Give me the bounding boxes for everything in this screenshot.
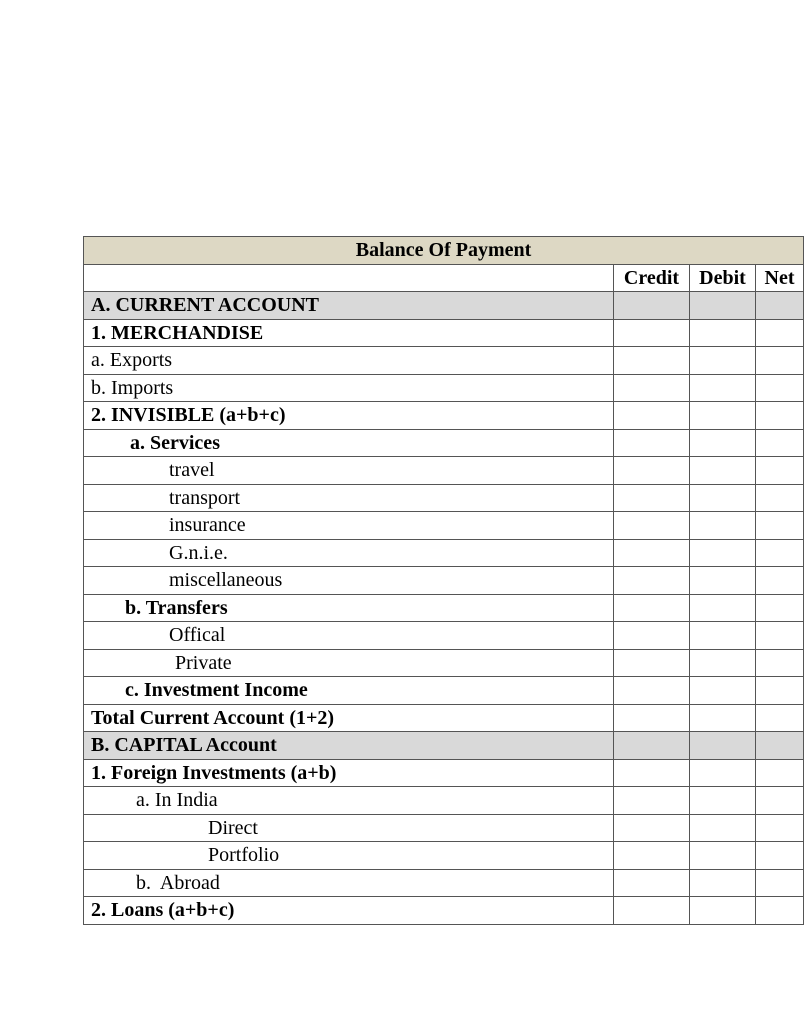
table-row — [84, 869, 804, 897]
row-label[interactable]: b. Abroad — [84, 869, 614, 897]
debit-cell[interactable] — [690, 787, 756, 815]
row-label[interactable]: Private — [84, 649, 614, 677]
net-cell[interactable] — [756, 402, 804, 430]
table-row — [84, 429, 804, 457]
credit-cell[interactable] — [614, 319, 690, 347]
net-cell[interactable] — [756, 539, 804, 567]
debit-cell[interactable] — [690, 292, 756, 320]
credit-cell[interactable] — [614, 539, 690, 567]
table-row — [84, 319, 804, 347]
row-label[interactable]: insurance — [84, 512, 614, 540]
debit-cell[interactable] — [690, 512, 756, 540]
row-label[interactable]: 2. Loans (a+b+c) — [84, 897, 614, 925]
net-cell[interactable] — [756, 429, 804, 457]
debit-cell[interactable] — [690, 429, 756, 457]
table-row — [84, 512, 804, 540]
table-row — [84, 567, 804, 595]
net-header[interactable]: Net — [756, 264, 804, 292]
credit-cell[interactable] — [614, 567, 690, 595]
row-label[interactable]: Direct — [84, 814, 614, 842]
row-label[interactable]: Offical — [84, 622, 614, 650]
row-label[interactable]: c. Investment Income — [84, 677, 614, 705]
net-cell[interactable] — [756, 759, 804, 787]
net-cell[interactable] — [756, 457, 804, 485]
net-cell[interactable] — [756, 512, 804, 540]
net-cell[interactable] — [756, 649, 804, 677]
credit-cell[interactable] — [614, 787, 690, 815]
net-cell[interactable] — [756, 567, 804, 595]
credit-cell[interactable] — [614, 897, 690, 925]
credit-cell[interactable] — [614, 402, 690, 430]
net-cell[interactable] — [756, 869, 804, 897]
net-cell[interactable] — [756, 292, 804, 320]
debit-cell[interactable] — [690, 814, 756, 842]
net-cell[interactable] — [756, 732, 804, 760]
table-row — [84, 649, 804, 677]
debit-cell[interactable] — [690, 539, 756, 567]
debit-cell[interactable] — [690, 594, 756, 622]
label-header-cell[interactable] — [84, 264, 614, 292]
credit-cell[interactable] — [614, 677, 690, 705]
table-row — [84, 897, 804, 925]
credit-cell[interactable] — [614, 292, 690, 320]
row-label[interactable]: miscellaneous — [84, 567, 614, 595]
debit-cell[interactable] — [690, 484, 756, 512]
table-row — [84, 622, 804, 650]
credit-header[interactable]: Credit — [614, 264, 690, 292]
row-label[interactable]: a. Exports — [84, 347, 614, 375]
net-cell[interactable] — [756, 594, 804, 622]
row-label[interactable]: Total Current Account (1+2) — [84, 704, 614, 732]
net-cell[interactable] — [756, 347, 804, 375]
table-row — [84, 814, 804, 842]
credit-cell[interactable] — [614, 512, 690, 540]
debit-cell[interactable] — [690, 842, 756, 870]
debit-cell[interactable] — [690, 704, 756, 732]
credit-cell[interactable] — [614, 594, 690, 622]
credit-cell[interactable] — [614, 347, 690, 375]
row-label[interactable]: transport — [84, 484, 614, 512]
section-row-current-account — [84, 292, 804, 320]
debit-cell[interactable] — [690, 759, 756, 787]
debit-cell[interactable] — [690, 649, 756, 677]
debit-cell[interactable] — [690, 677, 756, 705]
credit-cell[interactable] — [614, 842, 690, 870]
debit-cell[interactable] — [690, 374, 756, 402]
debit-cell[interactable] — [690, 869, 756, 897]
debit-header[interactable]: Debit — [690, 264, 756, 292]
credit-cell[interactable] — [614, 759, 690, 787]
net-cell[interactable] — [756, 319, 804, 347]
net-cell[interactable] — [756, 787, 804, 815]
credit-cell[interactable] — [614, 732, 690, 760]
net-cell[interactable] — [756, 704, 804, 732]
row-label[interactable]: G.n.i.e. — [84, 539, 614, 567]
table-title-row — [84, 237, 804, 265]
debit-cell[interactable] — [690, 347, 756, 375]
table-title[interactable]: Balance Of Payment — [84, 237, 804, 265]
row-label[interactable]: Portfolio — [84, 842, 614, 870]
net-cell[interactable] — [756, 814, 804, 842]
table-row — [84, 677, 804, 705]
row-label[interactable]: A. CURRENT ACCOUNT — [84, 292, 614, 320]
debit-cell[interactable] — [690, 402, 756, 430]
row-label[interactable]: B. CAPITAL Account — [84, 732, 614, 760]
row-label[interactable]: b. Transfers — [84, 594, 614, 622]
section-row-capital-account — [84, 732, 804, 760]
balance-of-payment-sheet — [83, 236, 795, 925]
table-row — [84, 759, 804, 787]
table-row — [84, 457, 804, 485]
row-label[interactable]: 1. Foreign Investments (a+b) — [84, 759, 614, 787]
net-cell[interactable] — [756, 374, 804, 402]
table-row — [84, 374, 804, 402]
net-cell[interactable] — [756, 484, 804, 512]
credit-cell[interactable] — [614, 704, 690, 732]
credit-cell[interactable] — [614, 484, 690, 512]
debit-cell[interactable] — [690, 457, 756, 485]
table-row — [84, 347, 804, 375]
debit-cell[interactable] — [690, 732, 756, 760]
table-row — [84, 594, 804, 622]
credit-cell[interactable] — [614, 814, 690, 842]
row-label[interactable]: 2. INVISIBLE (a+b+c) — [84, 402, 614, 430]
credit-cell[interactable] — [614, 649, 690, 677]
table-row — [84, 484, 804, 512]
table-row — [84, 787, 804, 815]
table-row — [84, 539, 804, 567]
credit-cell[interactable] — [614, 374, 690, 402]
row-label[interactable]: travel — [84, 457, 614, 485]
table-row — [84, 842, 804, 870]
balance-of-payment-table — [83, 236, 804, 925]
debit-cell[interactable] — [690, 897, 756, 925]
net-cell[interactable] — [756, 677, 804, 705]
credit-cell[interactable] — [614, 457, 690, 485]
row-label[interactable]: a. Services — [84, 429, 614, 457]
row-label[interactable]: b. Imports — [84, 374, 614, 402]
net-cell[interactable] — [756, 622, 804, 650]
row-label[interactable]: 1. MERCHANDISE — [84, 319, 614, 347]
credit-cell[interactable] — [614, 622, 690, 650]
credit-cell[interactable] — [614, 429, 690, 457]
column-header-row — [84, 264, 804, 292]
row-label[interactable]: a. In India — [84, 787, 614, 815]
debit-cell[interactable] — [690, 319, 756, 347]
debit-cell[interactable] — [690, 567, 756, 595]
credit-cell[interactable] — [614, 869, 690, 897]
net-cell[interactable] — [756, 842, 804, 870]
debit-cell[interactable] — [690, 622, 756, 650]
table-row — [84, 704, 804, 732]
net-cell[interactable] — [756, 897, 804, 925]
table-row — [84, 402, 804, 430]
